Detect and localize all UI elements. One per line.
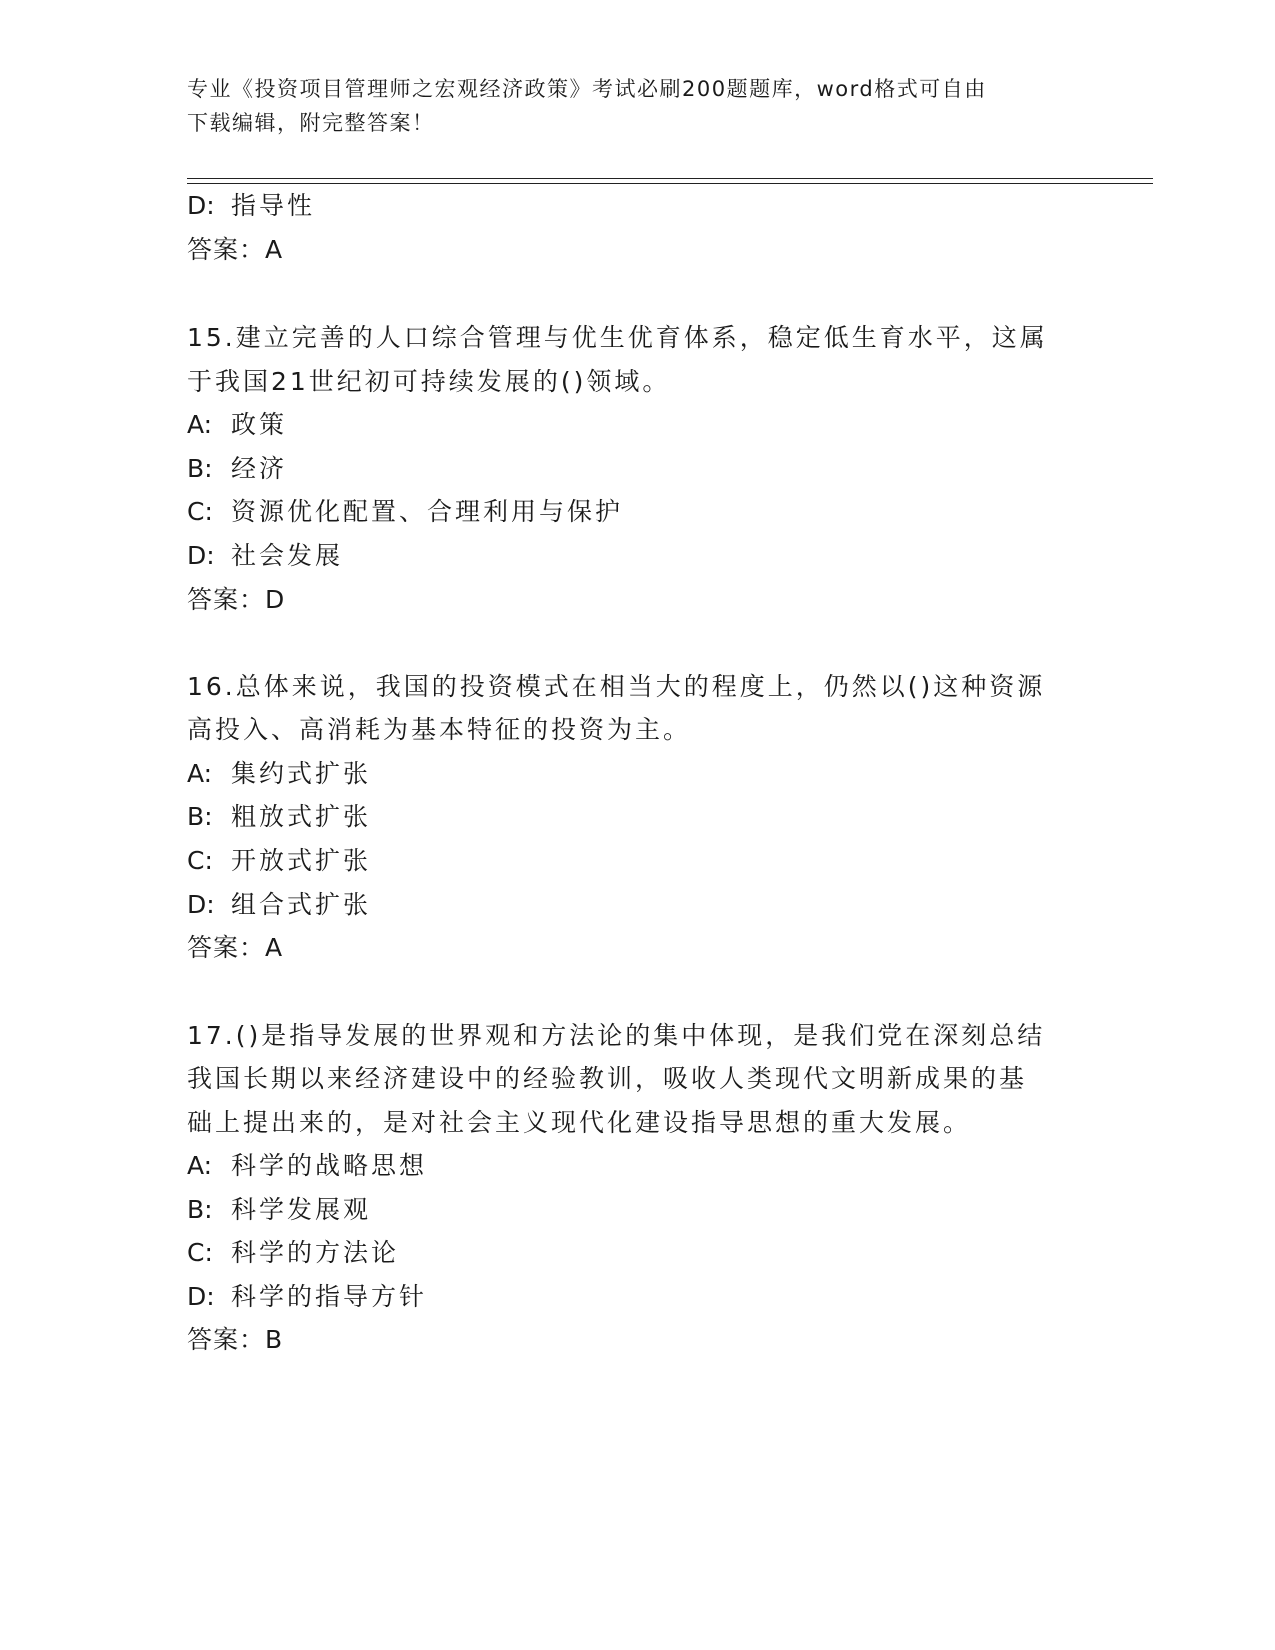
q15-option-c xyxy=(187,492,623,528)
q15-option-a xyxy=(187,405,287,441)
option-key: B: xyxy=(187,802,213,831)
option-key: C: xyxy=(187,497,213,526)
option-text: 经济 xyxy=(231,454,288,483)
q15-stem-line-1: 15.建立完善的人口综合管理与优生优育体系，稳定低生育水平，这属 xyxy=(187,323,1048,352)
option-text: 社会发展 xyxy=(231,541,344,570)
q17-answer: 答案：B xyxy=(187,1325,284,1354)
option-text: 科学的指导方针 xyxy=(231,1282,428,1311)
option-key: D: xyxy=(187,890,215,919)
q15-stem-line-2: 于我国21世纪初可持续发展的()领域。 xyxy=(187,367,671,396)
option-text: 科学发展观 xyxy=(231,1195,372,1224)
q15-option-b xyxy=(187,449,287,485)
q14-option-d xyxy=(187,186,315,222)
q16-option-d xyxy=(187,885,371,921)
q16-answer: 答案：A xyxy=(187,933,284,962)
option-key: A: xyxy=(187,759,213,788)
q16-option-a xyxy=(187,754,371,790)
option-text: 开放式扩张 xyxy=(231,846,372,875)
option-key: B: xyxy=(187,1195,213,1224)
document-header xyxy=(187,72,1067,140)
q17-stem-line-2: 我国长期以来经济建设中的经验教训，吸收人类现代文明新成果的基 xyxy=(187,1064,1028,1093)
header-divider-top xyxy=(187,178,1153,179)
option-text: 粗放式扩张 xyxy=(231,802,372,831)
option-text: 集约式扩张 xyxy=(231,759,372,788)
option-text: 科学的战略思想 xyxy=(231,1151,428,1180)
q15-option-d xyxy=(187,536,343,572)
q17-option-c xyxy=(187,1233,399,1269)
q17-stem-line-3: 础上提出来的，是对社会主义现代化建设指导思想的重大发展。 xyxy=(187,1108,972,1137)
option-text: 资源优化配置、合理利用与保护 xyxy=(231,497,624,526)
option-key: D: xyxy=(187,541,215,570)
q16-stem-line-2: 高投入、高消耗为基本特征的投资为主。 xyxy=(187,715,692,744)
header-line-2: 下载编辑，附完整答案！ xyxy=(187,111,435,135)
option-key: A: xyxy=(187,410,213,439)
option-key: D: xyxy=(187,191,215,220)
q17-option-a xyxy=(187,1146,427,1182)
q16-option-c xyxy=(187,841,371,877)
option-text: 政策 xyxy=(231,410,288,439)
option-text: 科学的方法论 xyxy=(231,1238,400,1267)
q17-stem-line-1: 17.()是指导发展的世界观和方法论的集中体现，是我们党在深刻总结 xyxy=(187,1021,1046,1050)
q16-stem-line-1: 16.总体来说，我国的投资模式在相当大的程度上，仍然以()这种资源 xyxy=(187,672,1046,701)
option-key: C: xyxy=(187,1238,213,1267)
option-key: D: xyxy=(187,1282,215,1311)
q17-option-d xyxy=(187,1277,427,1313)
q14-answer: 答案：A xyxy=(187,235,284,264)
option-key: B: xyxy=(187,454,213,483)
option-key: C: xyxy=(187,846,213,875)
option-text: 组合式扩张 xyxy=(231,890,372,919)
q17-option-b xyxy=(187,1190,371,1226)
header-divider-bottom xyxy=(187,183,1153,184)
q16-option-b xyxy=(187,797,371,833)
option-key: A: xyxy=(187,1151,213,1180)
header-line-1: 专业《投资项目管理师之宏观经济政策》考试必刷200题题库，word格式可自由 xyxy=(187,77,987,101)
q15-answer: 答案：D xyxy=(187,585,286,614)
option-text: 指导性 xyxy=(231,191,316,220)
